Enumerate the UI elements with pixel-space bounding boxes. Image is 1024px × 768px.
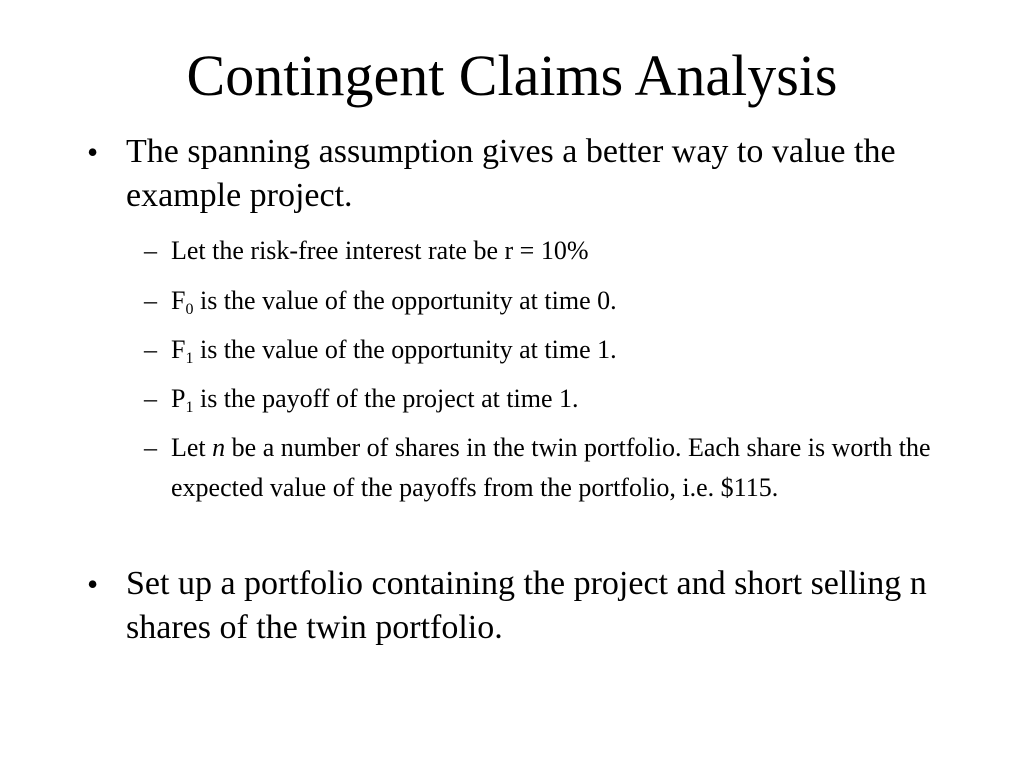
sub-marker: – <box>144 286 157 315</box>
sub-text-prefix: Let <box>171 433 213 462</box>
sub-marker: – <box>144 236 157 265</box>
bullet-text: The spanning assumption gives a better way to value the example project. <box>126 133 896 214</box>
variable-symbol: F <box>171 335 186 364</box>
sub-marker: – <box>144 433 157 462</box>
sub-text <box>171 428 951 508</box>
sub-text-rest: is the value of the opportunity at time 1. <box>193 335 617 364</box>
variable-symbol: P <box>171 384 186 413</box>
sub-text <box>171 281 951 321</box>
sub-text-rest: is the value of the opportunity at time 0. <box>193 286 617 315</box>
variable-subscript: 1 <box>185 399 194 416</box>
sub-text <box>171 330 951 370</box>
bullet-text: Set up a portfolio containing the project and short selling n shares of the twin portfolio. <box>126 565 927 646</box>
bullet-marker: • <box>87 566 99 602</box>
slide-title: Contingent Claims Analysis <box>186 43 838 108</box>
italic-variable: n <box>212 433 226 462</box>
sub-marker: – <box>144 335 157 364</box>
variable-symbol: F <box>171 286 186 315</box>
sub-text-rest: be a number of shares in the twin portfolio. Each share is worth the expected value of the payoffs from the portfolio, i.e. $115. <box>171 433 931 502</box>
variable-subscript: 0 <box>185 301 194 318</box>
sub-text: Let the risk-free interest rate be r = 10% <box>171 236 589 265</box>
variable-subscript: 1 <box>185 350 194 367</box>
bullet-marker: • <box>87 134 99 170</box>
sub-marker: – <box>144 384 157 413</box>
sub-text-rest: is the payoff of the project at time 1. <box>193 384 579 413</box>
sub-text <box>171 379 951 419</box>
